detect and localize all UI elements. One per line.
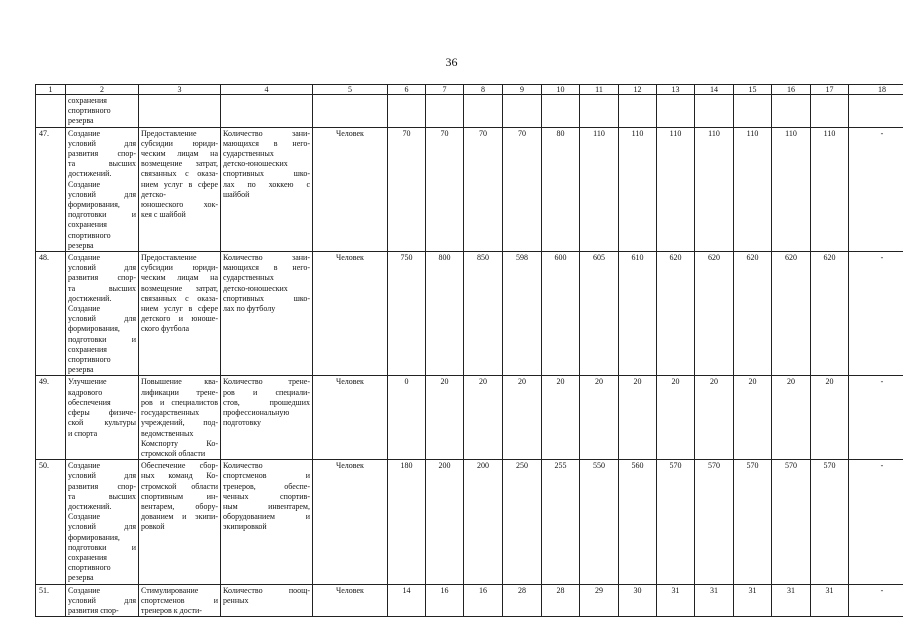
value-cell: 20 <box>503 376 542 460</box>
goal-cell-line: спортивного <box>68 106 111 116</box>
event-cell-line: субсидии юриди- <box>141 138 218 148</box>
goal-cell-line: Создание <box>68 585 101 595</box>
value-cell: 80 <box>542 127 580 251</box>
goal-cell <box>66 376 139 460</box>
indicator-cell-line: ченных спортив- <box>223 491 310 501</box>
goal-cell-line: достижений. <box>68 501 112 511</box>
value-cell: 20 <box>619 376 657 460</box>
goal-cell-line: резерва <box>68 116 94 126</box>
event-cell-line: ческим лицам на <box>141 273 218 283</box>
goal-cell-line: формирования, <box>68 324 120 334</box>
goal-cell-line: сохранения <box>68 552 107 562</box>
indicator-cell-line: сударственных <box>223 149 274 159</box>
value-cell: 16 <box>464 584 503 617</box>
goal-cell-line: та высших <box>68 283 136 293</box>
row-number <box>36 95 66 128</box>
event-cell-line: лификации трене- <box>141 387 218 397</box>
value-cell: 620 <box>695 252 734 376</box>
value-cell: 110 <box>811 127 849 251</box>
goal-cell-line: подготовки и <box>68 210 136 220</box>
value-cell: 31 <box>734 584 772 617</box>
value-cell: 29 <box>580 584 619 617</box>
indicator-cell-line: спортивных шко- <box>223 169 310 179</box>
indicator-cell <box>221 584 313 617</box>
indicator-cell-line: мающихся в него- <box>223 263 310 273</box>
table-row <box>36 127 903 251</box>
table-row <box>36 460 903 584</box>
value-cell: 70 <box>464 127 503 251</box>
note-cell: - <box>849 460 903 584</box>
indicator-cell-line: ренных <box>223 595 249 605</box>
goal-cell-line: сферы физиче- <box>68 408 136 418</box>
indicator-cell-line: детско-юношеских <box>223 159 288 169</box>
goal-cell-line: достижений. <box>68 169 112 179</box>
value-cell: 31 <box>657 584 695 617</box>
value-cell: 16 <box>426 584 464 617</box>
value-cell <box>580 95 619 128</box>
value-cell: 20 <box>464 376 503 460</box>
indicator-cell-line: Количество трене- <box>223 377 310 387</box>
event-cell-line: тренеров к дости- <box>141 605 202 615</box>
value-cell: 28 <box>503 584 542 617</box>
row-number: 51. <box>36 584 66 617</box>
unit-cell: Человек <box>313 127 388 251</box>
event-cell-line: детско- <box>141 189 166 199</box>
value-cell: 31 <box>772 584 811 617</box>
value-cell: 570 <box>734 460 772 584</box>
value-cell: 110 <box>580 127 619 251</box>
event-cell-line: дованием и экипи- <box>141 512 218 522</box>
column-number: 16 <box>772 85 811 95</box>
event-cell-line: спортивным ин- <box>141 491 218 501</box>
indicator-cell-line: экипировкой <box>223 522 267 532</box>
goal-cell-line: условий для <box>68 471 136 481</box>
value-cell: 550 <box>580 460 619 584</box>
unit-cell: Человек <box>313 584 388 617</box>
value-cell: 70 <box>503 127 542 251</box>
column-number: 11 <box>580 85 619 95</box>
column-number: 2 <box>66 85 139 95</box>
goal-cell-line: развития спор- <box>68 605 119 615</box>
event-cell-line: детского и юноше- <box>141 314 218 324</box>
value-cell <box>542 95 580 128</box>
table-row <box>36 95 903 128</box>
unit-cell: Человек <box>313 252 388 376</box>
goal-cell-line: та высших <box>68 159 136 169</box>
value-cell <box>388 95 426 128</box>
event-cell-line: учреждений, под- <box>141 418 218 428</box>
goal-cell-line: обеспечения <box>68 397 111 407</box>
column-number: 17 <box>811 85 849 95</box>
column-number: 9 <box>503 85 542 95</box>
event-cell-line: субсидии юриди- <box>141 263 218 273</box>
column-number: 18 <box>849 85 903 95</box>
event-cell-line: ского футбола <box>141 324 190 334</box>
goal-cell-line: Создание <box>68 253 101 263</box>
value-cell <box>619 95 657 128</box>
column-number: 4 <box>221 85 313 95</box>
goal-cell <box>66 127 139 251</box>
value-cell: 20 <box>772 376 811 460</box>
value-cell: 20 <box>734 376 772 460</box>
indicator-cell-line: лах по футболу <box>223 304 276 314</box>
indicator-cell-line: ров и специали- <box>223 387 310 397</box>
value-cell: 31 <box>695 584 734 617</box>
value-cell: 570 <box>772 460 811 584</box>
column-number-row <box>36 85 903 95</box>
goal-cell-line: резерва <box>68 365 94 375</box>
goal-cell <box>66 584 139 617</box>
goal-cell-line: сохранения <box>68 344 107 354</box>
value-cell <box>426 95 464 128</box>
value-cell: 750 <box>388 252 426 376</box>
goal-cell-line: Создание <box>68 304 101 314</box>
goal-cell-line: Создание <box>68 461 101 471</box>
event-cell <box>139 95 221 128</box>
indicator-cell-line: профессиональную <box>223 408 290 418</box>
event-cell-line: государственных <box>141 408 200 418</box>
event-cell-line: ных команд Ко- <box>141 471 218 481</box>
indicator-cell-line: шайбой <box>223 189 250 199</box>
value-cell <box>695 95 734 128</box>
indicator-cell-line: лах по хоккею с <box>223 179 310 189</box>
note-cell <box>849 95 903 128</box>
event-cell <box>139 460 221 584</box>
indicator-cell-line: детско-юношеских <box>223 283 288 293</box>
unit-cell <box>313 95 388 128</box>
note-cell: - <box>849 127 903 251</box>
goal-cell-line: развития спор- <box>68 149 136 159</box>
value-cell: 610 <box>619 252 657 376</box>
value-cell: 200 <box>464 460 503 584</box>
goal-cell-line: ской культуры <box>68 418 136 428</box>
column-number: 3 <box>139 85 221 95</box>
value-cell: 20 <box>657 376 695 460</box>
event-cell-line: ведомственных <box>141 428 194 438</box>
value-cell: 620 <box>772 252 811 376</box>
value-cell: 30 <box>619 584 657 617</box>
event-cell-line: стромской области <box>141 481 218 491</box>
table-row <box>36 584 903 617</box>
value-cell: 250 <box>503 460 542 584</box>
event-cell-line: возмещение затрат, <box>141 159 218 169</box>
event-cell-line: нием услуг в сфере <box>141 304 218 314</box>
value-cell: 600 <box>542 252 580 376</box>
event-cell-line: вентарем, обору- <box>141 501 218 511</box>
goal-cell-line: условий для <box>68 138 136 148</box>
unit-cell: Человек <box>313 460 388 584</box>
event-cell-line: возмещение затрат, <box>141 283 218 293</box>
goal-cell-line: условий для <box>68 595 136 605</box>
value-cell: 850 <box>464 252 503 376</box>
value-cell: 20 <box>542 376 580 460</box>
value-cell: 110 <box>619 127 657 251</box>
goal-cell-line: подготовки и <box>68 542 136 552</box>
value-cell: 598 <box>503 252 542 376</box>
event-cell-line: юношеского хок- <box>141 200 218 210</box>
goal-cell-line: условий для <box>68 263 136 273</box>
value-cell: 570 <box>657 460 695 584</box>
event-cell <box>139 584 221 617</box>
note-cell: - <box>849 584 903 617</box>
value-cell: 28 <box>542 584 580 617</box>
column-number: 13 <box>657 85 695 95</box>
event-cell <box>139 376 221 460</box>
event-cell-line: Стимулирование <box>141 585 199 595</box>
indicator-cell-line: сударственных <box>223 273 274 283</box>
page-number: 36 <box>445 55 458 69</box>
table-row <box>36 252 903 376</box>
value-cell <box>657 95 695 128</box>
column-number: 1 <box>36 85 66 95</box>
value-cell <box>772 95 811 128</box>
unit-cell: Человек <box>313 376 388 460</box>
event-cell-line: стромской области <box>141 448 206 458</box>
goal-cell-line: условий для <box>68 189 136 199</box>
goal-cell-line: развития спор- <box>68 273 136 283</box>
column-number: 14 <box>695 85 734 95</box>
value-cell: 255 <box>542 460 580 584</box>
value-cell: 570 <box>695 460 734 584</box>
event-cell-line: Повышение ква- <box>141 377 218 387</box>
column-number: 5 <box>313 85 388 95</box>
goal-cell <box>66 95 139 128</box>
indicator-cell <box>221 252 313 376</box>
value-cell <box>503 95 542 128</box>
event-cell-line: связанных с оказа- <box>141 293 218 303</box>
goal-cell-line: условий для <box>68 522 136 532</box>
goal-cell-line: достижений. <box>68 293 112 303</box>
indicator-cell-line: Количество зани- <box>223 128 310 138</box>
value-cell: 110 <box>657 127 695 251</box>
value-cell: 0 <box>388 376 426 460</box>
goal-cell-line: и спорта <box>68 428 98 438</box>
value-cell: 20 <box>580 376 619 460</box>
value-cell: 110 <box>734 127 772 251</box>
column-number: 7 <box>426 85 464 95</box>
row-number: 48. <box>36 252 66 376</box>
event-cell-line: Комспорту Ко- <box>141 438 218 448</box>
goal-cell-line: та высших <box>68 491 136 501</box>
goal-cell-line: сохранения <box>68 220 107 230</box>
row-number: 49. <box>36 376 66 460</box>
value-cell: 14 <box>388 584 426 617</box>
value-cell: 560 <box>619 460 657 584</box>
value-cell: 70 <box>426 127 464 251</box>
column-number: 12 <box>619 85 657 95</box>
indicator-cell-line: Количество поощ- <box>223 585 310 595</box>
goal-cell-line: подготовки и <box>68 334 136 344</box>
value-cell: 31 <box>811 584 849 617</box>
value-cell <box>811 95 849 128</box>
event-cell-line: ческим лицам на <box>141 149 218 159</box>
value-cell: 110 <box>695 127 734 251</box>
event-cell-line: спортсменов и <box>141 595 218 605</box>
column-number: 6 <box>388 85 426 95</box>
value-cell: 605 <box>580 252 619 376</box>
goal-cell <box>66 460 139 584</box>
goal-cell <box>66 252 139 376</box>
goal-cell-line: резерва <box>68 240 94 250</box>
value-cell: 180 <box>388 460 426 584</box>
indicator-cell-line: стов, прошедших <box>223 397 310 407</box>
event-cell <box>139 127 221 251</box>
column-number: 10 <box>542 85 580 95</box>
value-cell: 800 <box>426 252 464 376</box>
row-number: 47. <box>36 127 66 251</box>
event-cell-line: нием услуг в сфере <box>141 179 218 189</box>
event-cell-line: ровкой <box>141 522 165 532</box>
goal-cell-line: формирования, <box>68 200 120 210</box>
value-cell: 620 <box>811 252 849 376</box>
goal-cell-line: спортивного <box>68 355 111 365</box>
indicator-cell-line: спортивных шко- <box>223 293 310 303</box>
goal-cell-line: развития спор- <box>68 481 136 491</box>
goal-cell-line: Создание <box>68 179 101 189</box>
event-cell-line: кея с шайбой <box>141 210 186 220</box>
event-cell <box>139 252 221 376</box>
event-cell-line: Обеспечение сбор- <box>141 461 218 471</box>
value-cell: 20 <box>695 376 734 460</box>
goal-cell-line: Создание <box>68 512 101 522</box>
value-cell: 570 <box>811 460 849 584</box>
event-cell-line: Предоставление <box>141 128 197 138</box>
indicator-cell-line: оборудованием и <box>223 512 310 522</box>
value-cell: 70 <box>388 127 426 251</box>
value-cell <box>464 95 503 128</box>
indicator-cell <box>221 460 313 584</box>
value-cell: 200 <box>426 460 464 584</box>
column-number: 8 <box>464 85 503 95</box>
indicator-cell-line: тренеров, обеспе- <box>223 481 310 491</box>
event-cell-line: ров и специалистов <box>141 397 218 407</box>
goal-cell-line: условий для <box>68 314 136 324</box>
goal-cell-line: сохранения <box>68 96 107 105</box>
value-cell <box>734 95 772 128</box>
goal-cell-line: спортивного <box>68 230 111 240</box>
indicator-cell <box>221 376 313 460</box>
indicator-cell-line: подготовку <box>223 418 262 428</box>
goal-cell-line: Улучшение <box>68 377 107 387</box>
indicator-cell <box>221 127 313 251</box>
goal-cell-line: спортивного <box>68 563 111 573</box>
indicator-cell-line: ным инвентарем, <box>223 501 310 511</box>
goal-cell-line: кадрового <box>68 387 103 397</box>
indicator-cell-line: Количество зани- <box>223 253 310 263</box>
value-cell: 20 <box>426 376 464 460</box>
note-cell: - <box>849 376 903 460</box>
indicator-cell-line: мающихся в него- <box>223 138 310 148</box>
value-cell: 110 <box>772 127 811 251</box>
column-number: 15 <box>734 85 772 95</box>
indicator-cell-line: Количество <box>223 461 263 471</box>
table-row <box>36 376 903 460</box>
goal-cell-line: формирования, <box>68 532 120 542</box>
goal-cell-line: резерва <box>68 573 94 583</box>
value-cell: 620 <box>657 252 695 376</box>
value-cell: 620 <box>734 252 772 376</box>
event-cell-line: Предоставление <box>141 253 197 263</box>
indicator-cell-line: спортсменов и <box>223 471 310 481</box>
goal-cell-line: Создание <box>68 128 101 138</box>
value-cell: 20 <box>811 376 849 460</box>
row-number: 50. <box>36 460 66 584</box>
indicators-table <box>35 84 903 617</box>
note-cell: - <box>849 252 903 376</box>
event-cell-line: связанных с оказа- <box>141 169 218 179</box>
indicator-cell <box>221 95 313 128</box>
